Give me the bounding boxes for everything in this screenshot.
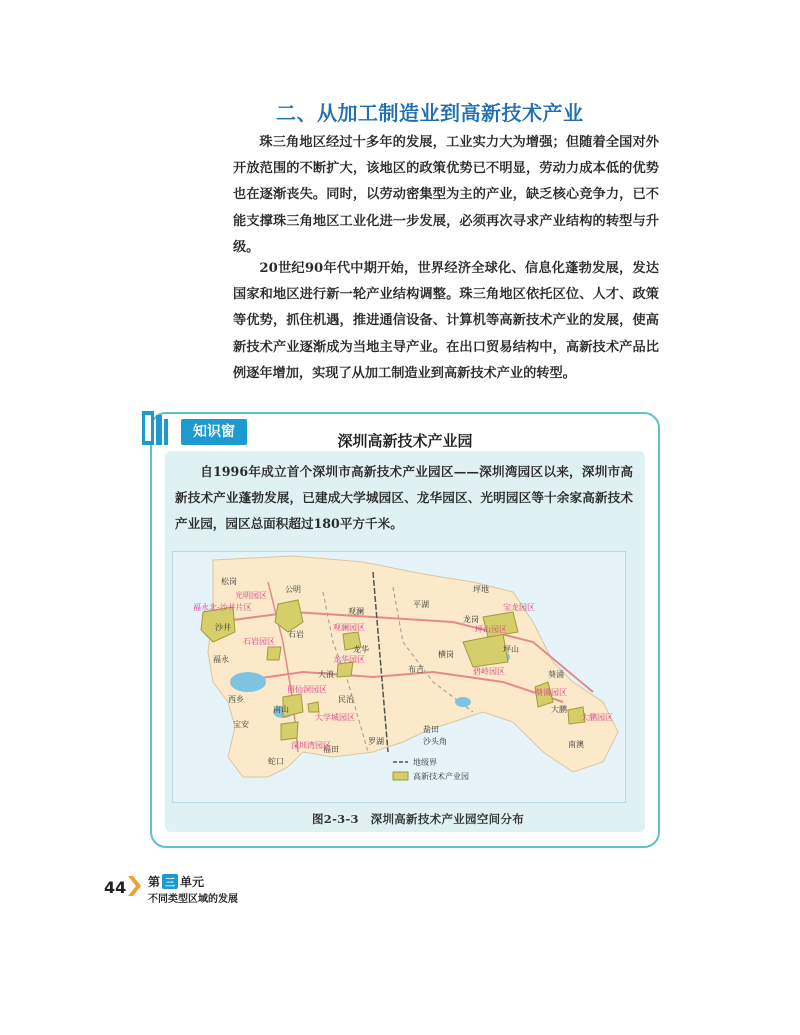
park-label: 留仙洞园区 bbox=[287, 685, 327, 694]
place-label: 罗湖 bbox=[368, 737, 384, 746]
unit-prefix: 第 bbox=[148, 875, 161, 889]
park-university-town bbox=[308, 702, 319, 712]
place-label: 公明 bbox=[285, 585, 301, 594]
park-label: 石岩园区 bbox=[243, 637, 275, 646]
shenzhen-map bbox=[172, 551, 626, 803]
park-label: 大学城园区 bbox=[315, 713, 355, 722]
unit-label bbox=[148, 873, 204, 890]
unit-subtitle: 不同类型区域的发展 bbox=[148, 894, 238, 905]
park-label: 坪山园区 bbox=[475, 625, 507, 634]
knowledge-body: 自1996年成立首个深圳市高新技术产业园区——深圳湾园区以来，深圳市高新技术产业蓬勃发展，已建成大学城园区、龙华园区、光明园区等十余家高新技术产业园，园区总面积超过180平方千米。 bbox=[175, 464, 633, 531]
page-number: 44 bbox=[104, 878, 127, 897]
park-shenzhen-bay bbox=[281, 722, 298, 740]
place-label: 南山 bbox=[273, 705, 289, 714]
place-label: 西乡 bbox=[228, 695, 244, 704]
unit-number: 三 bbox=[162, 874, 178, 889]
place-label: 大鹏 bbox=[551, 705, 567, 714]
place-label: 福田 bbox=[323, 745, 339, 754]
place-label: 观澜 bbox=[348, 607, 364, 616]
park-label: 光明园区 bbox=[235, 591, 267, 600]
paragraph-1: 珠三角地区经过十多年的发展，工业实力大为增强；但随着全国对外开放范围的不断扩大，该地区的政策优势已不明显，劳动力成本低的优势也在逐渐丧失。同时，以劳动密集型为主的产业，缺乏核心竞争力，已不能支撑珠三角地区工业化进一步发展，必须再次寻求产业结构的转型与升级。 bbox=[233, 135, 659, 255]
place-label: 沙井 bbox=[215, 623, 231, 632]
knowledge-title: 深圳高新技术产业园 bbox=[337, 432, 473, 450]
place-label: 横岗 bbox=[438, 650, 454, 659]
park-label: 深圳湾园区 bbox=[291, 741, 331, 750]
place-label: 平湖 bbox=[413, 600, 429, 609]
park-shiyan bbox=[267, 647, 281, 660]
place-label: 大浪 bbox=[318, 670, 334, 679]
park-label: 宝龙园区 bbox=[503, 603, 535, 612]
place-label: 松岗 bbox=[221, 577, 237, 586]
map-graphic bbox=[173, 552, 625, 802]
park-label: 葵涌园区 bbox=[535, 688, 567, 697]
park-label: 大鹏园区 bbox=[581, 713, 613, 722]
park-label: 观澜园区 bbox=[333, 623, 365, 632]
figure-caption: 图2-3-3 深圳高新技术产业园空间分布 bbox=[312, 812, 525, 826]
place-label: 民治 bbox=[338, 695, 354, 704]
chevron-right-icon bbox=[128, 876, 142, 896]
park-label: 福永北-沙井片区 bbox=[193, 603, 252, 612]
place-label: 沙头角 bbox=[423, 737, 447, 746]
park-longhua bbox=[337, 662, 353, 677]
section-heading: 二、从加工制造业到高新技术产业 bbox=[276, 101, 584, 125]
legend-boundary-label: 地级界 bbox=[413, 758, 437, 767]
place-label: 盐田 bbox=[423, 725, 439, 734]
reservoir bbox=[230, 672, 266, 692]
unit-suffix: 单元 bbox=[180, 875, 205, 889]
legend-park-swatch bbox=[393, 772, 408, 780]
place-label: 福永 bbox=[213, 655, 229, 664]
place-label: 葵涌 bbox=[548, 670, 564, 679]
place-label: 南澳 bbox=[568, 740, 584, 749]
place-label: 石岩 bbox=[288, 630, 304, 639]
place-label: 坪山 bbox=[503, 645, 519, 654]
reservoir bbox=[455, 697, 471, 707]
park-label: 龙华园区 bbox=[333, 655, 365, 664]
park-label: 碧岭园区 bbox=[473, 667, 505, 676]
place-label: 宝安 bbox=[233, 720, 249, 729]
place-label: 蛇口 bbox=[268, 757, 284, 766]
knowledge-tag: 知识窗 bbox=[181, 419, 247, 445]
place-label: 龙华 bbox=[353, 645, 369, 654]
paragraph-2: 20世纪90年代中期开始，世界经济全球化、信息化蓬勃发展，发达国家和地区进行新一轮产业结构调整。珠三角地区依托区位、人才、政策等优势，抓住机遇，推进通信设备、计算机等高新技术产业的发展，使高新技术产业逐渐成为当地主导产业。在出口贸易结构中，高新技术产品比例逐年增加，实现了从加工制造业到高新技术产业的转型。 bbox=[233, 261, 659, 381]
place-label: 布吉 bbox=[408, 665, 424, 674]
place-label: 龙岗 bbox=[463, 615, 479, 624]
place-label: 坪地 bbox=[473, 585, 489, 594]
legend-park-label: 高新技术产业园 bbox=[413, 772, 469, 781]
